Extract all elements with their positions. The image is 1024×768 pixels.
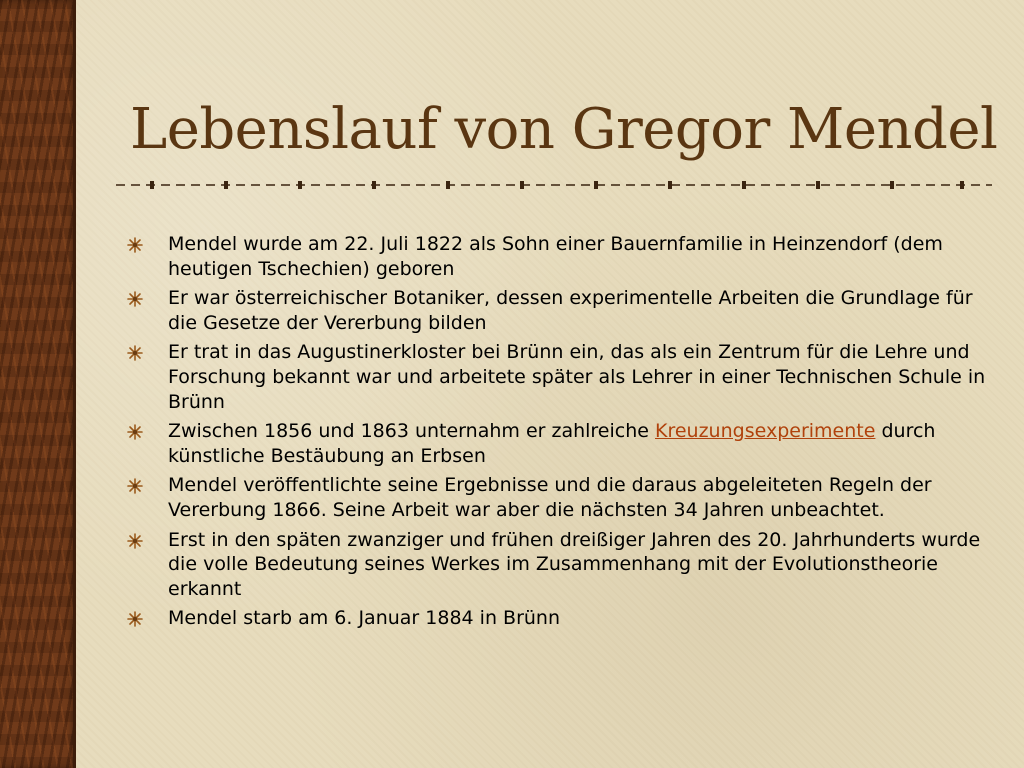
star-burst-icon	[127, 291, 143, 307]
star-burst-icon	[127, 345, 143, 361]
list-item	[127, 286, 997, 335]
star-burst-icon	[127, 424, 143, 440]
kreuzungsexperimente-link[interactable]: Kreuzungsexperimente	[655, 420, 876, 443]
bullet-text: Mendel wurde am 22. Juli 1822 als Sohn einer Bauernfamilie in Heinzendorf (dem heutigen Tschechien) geboren	[168, 233, 943, 280]
list-item	[127, 606, 997, 631]
bullet-text: Er trat in das Augustinerkloster bei Brünn ein, das als ein Zentrum für die Lehre und Forschung bekannt war und arbeitete später als Lehrer in einer Technischen Schule in Brünn	[168, 341, 986, 413]
list-item	[127, 419, 997, 468]
bullet-text: Mendel starb am 6. Januar 1884 in Brünn	[168, 607, 561, 630]
slide-title: Lebenslauf von Gregor Mendel	[130, 97, 998, 162]
star-burst-icon	[127, 478, 143, 494]
star-burst-icon	[127, 237, 143, 253]
dashed-divider	[116, 178, 992, 192]
bullet-list	[127, 232, 997, 631]
list-item	[127, 473, 997, 522]
bullet-text-after-link: durch künstliche Bestäubung an Erbsen	[168, 420, 936, 467]
wood-texture-border	[0, 0, 76, 768]
bullet-text: Er war österreichischer Botaniker, dessen experimentelle Arbeiten die Grundlage für die Gesetze der Vererbung bilden	[168, 287, 973, 334]
bullet-text-before-link: Zwischen 1856 und 1863 unternahm er zahlreiche	[168, 420, 655, 443]
bullet-list-container	[127, 232, 997, 636]
bullet-text: Mendel veröffentlichte seine Ergebnisse und die daraus abgeleiteten Regeln der Vererbung 1866. Seine Arbeit war aber die nächsten 34 Jahren unbeachtet.	[168, 474, 932, 521]
list-item	[127, 232, 997, 281]
list-item	[127, 528, 997, 602]
star-burst-icon	[127, 611, 143, 627]
bullet-text: Erst in den späten zwanziger und frühen dreißiger Jahren des 20. Jahrhunderts wurde die volle Bedeutung seines Werkes im Zusammenhang mit der Evolutionstheorie erkannt	[168, 528, 981, 600]
star-burst-icon	[127, 533, 143, 549]
list-item	[127, 340, 997, 414]
